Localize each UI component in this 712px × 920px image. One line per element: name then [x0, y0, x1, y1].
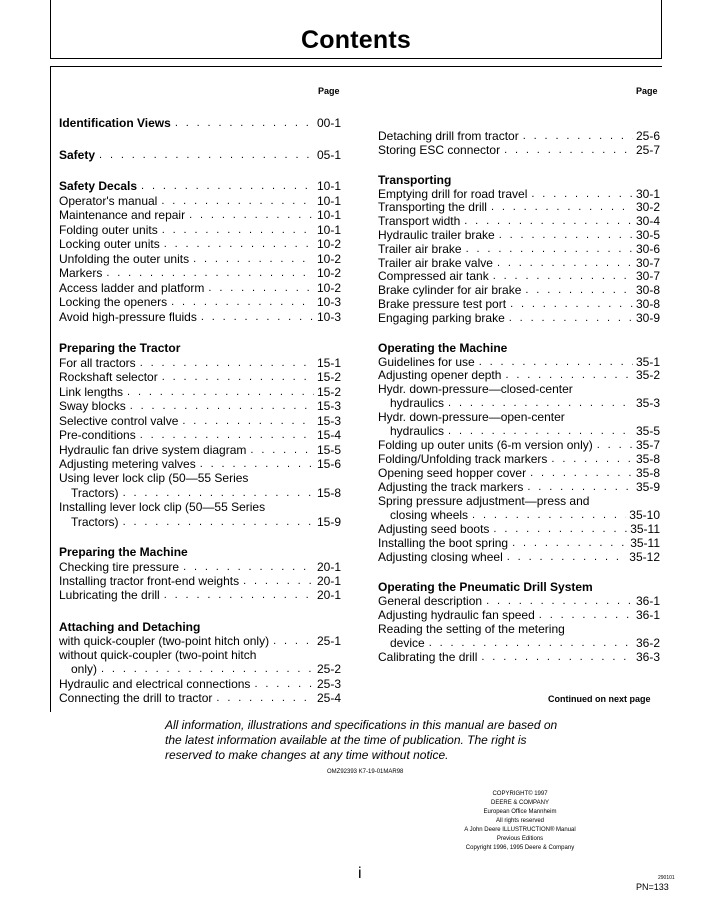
- toc-entry-page: 25-2: [316, 662, 341, 676]
- toc-entry[interactable]: [59, 194, 341, 208]
- dot-leader: [539, 608, 633, 622]
- dot-leader: [127, 385, 314, 399]
- toc-entry-page: 25-7: [635, 143, 660, 157]
- toc-entry-page: 35-7: [635, 438, 660, 452]
- toc-entry[interactable]: [378, 187, 660, 201]
- toc-entry-page: 30-5: [635, 228, 660, 242]
- toc-entry[interactable]: [59, 428, 341, 442]
- toc-entry[interactable]: [59, 266, 341, 280]
- dot-leader: [530, 466, 633, 480]
- copyright-line: Copyright 1996, 1995 Deere & Company: [465, 845, 575, 851]
- toc-entry-label: hydraulics: [390, 424, 445, 438]
- toc-entry-label: Hydraulic trailer brake: [378, 228, 495, 242]
- toc-entry[interactable]: [378, 242, 660, 256]
- toc-entry-page: 35-1: [635, 355, 660, 369]
- toc-entry-line: Reading the setting of the metering: [378, 622, 565, 636]
- toc-entry[interactable]: [59, 385, 341, 399]
- toc-entry-page: 25-1: [316, 634, 341, 648]
- toc-entry-page: 15-6: [316, 457, 341, 471]
- toc-entry-page: 35-11: [630, 536, 660, 550]
- copyright-line: European Office Mannheim: [483, 809, 557, 815]
- toc-entry-page: 30-6: [635, 242, 660, 256]
- dot-leader: [466, 242, 633, 256]
- dot-leader: [523, 129, 633, 143]
- toc-entry[interactable]: [378, 550, 660, 564]
- toc-entry[interactable]: [378, 480, 660, 494]
- toc-entry[interactable]: [59, 414, 341, 428]
- toc-entry[interactable]: [378, 214, 660, 228]
- toc-entry-label: Compressed air tank: [378, 269, 489, 283]
- copyright-line: Previous Editions: [496, 836, 544, 842]
- toc-entry-label: Storing ESC connector: [378, 143, 501, 157]
- dot-leader: [141, 179, 314, 193]
- toc-entry-page: 15-9: [316, 515, 341, 529]
- toc-entry-page: 25-4: [316, 691, 341, 705]
- dot-leader: [99, 148, 314, 162]
- dot-leader: [164, 237, 314, 251]
- toc-entry-page: 10-2: [316, 266, 341, 280]
- dot-leader: [164, 588, 314, 602]
- toc-entry-page: 10-1: [316, 179, 341, 193]
- toc-entry[interactable]: [59, 179, 341, 193]
- toc-entry[interactable]: [378, 256, 660, 270]
- toc-entry-label: Folding outer units: [59, 223, 158, 237]
- small-code: 290101: [658, 875, 675, 881]
- dot-leader: [130, 399, 314, 413]
- toc-entry-label: hydraulics: [390, 396, 445, 410]
- section-heading: Transporting: [378, 173, 452, 187]
- toc-entry[interactable]: [59, 574, 341, 588]
- toc-entry-page: 10-2: [316, 252, 341, 266]
- toc-entry-label: Adjusting closing wheel: [378, 550, 503, 564]
- section-heading: Preparing the Tractor: [59, 341, 181, 355]
- dot-leader: [510, 297, 633, 311]
- dot-leader: [531, 187, 633, 201]
- dot-leader: [551, 452, 633, 466]
- disclaimer-line: the latest information available at the time of publication. The right is: [165, 733, 527, 747]
- dot-leader: [479, 355, 633, 369]
- toc-entry-label: Unfolding the outer units: [59, 252, 190, 266]
- toc-entry-page: 10-1: [316, 223, 341, 237]
- toc-entry[interactable]: [59, 356, 341, 370]
- toc-entry-label: Identification Views: [59, 116, 171, 130]
- toc-entry-label: Brake cylinder for air brake: [378, 283, 522, 297]
- page-title: Contents: [301, 26, 411, 54]
- toc-entry[interactable]: [59, 370, 341, 384]
- continued-note: Continued on next page: [548, 694, 651, 704]
- toc-entry[interactable]: [378, 129, 660, 143]
- toc-entry-page: 15-4: [316, 428, 341, 442]
- toc-entry-label: Maintenance and repair: [59, 208, 186, 222]
- toc-entry-label: Transport width: [378, 214, 461, 228]
- dot-leader: [161, 194, 314, 208]
- toc-entry[interactable]: [59, 677, 341, 691]
- toc-entry[interactable]: [378, 594, 660, 608]
- toc-entry[interactable]: [378, 522, 660, 536]
- toc-entry-label: Access ladder and platform: [59, 281, 205, 295]
- toc-entry[interactable]: [378, 508, 660, 522]
- toc-entry-label: Installing the boot spring: [378, 536, 509, 550]
- toc-entry-label: Installing tractor front-end weights: [59, 574, 240, 588]
- toc-entry-label: Trailer air brake valve: [378, 256, 493, 270]
- page-number: i: [358, 865, 362, 882]
- toc-entry[interactable]: [378, 297, 660, 311]
- toc-entry[interactable]: [378, 200, 660, 214]
- dot-leader: [162, 223, 314, 237]
- toc-entry[interactable]: [59, 560, 341, 574]
- toc-entry-page: 35-5: [635, 424, 660, 438]
- right-page-header: Page: [636, 86, 658, 96]
- toc-entry-page: 35-2: [635, 368, 660, 382]
- dot-leader: [123, 486, 314, 500]
- toc-entry-line: Installing lever lock clip (50—55 Series: [59, 500, 266, 514]
- dot-leader: [200, 457, 314, 471]
- toc-entry-page: 25-3: [316, 677, 341, 691]
- toc-entry[interactable]: [59, 208, 341, 222]
- toc-entry-label: only): [71, 662, 98, 676]
- toc-entry-page: 30-8: [635, 297, 660, 311]
- dot-leader: [493, 269, 633, 283]
- toc-entry-page: 20-1: [316, 560, 341, 574]
- dot-leader: [497, 256, 633, 270]
- document-code: OMZ92393 K7-19-01MAR98: [327, 769, 404, 775]
- toc-entry-label: Link lengths: [59, 385, 124, 399]
- toc-entry[interactable]: [59, 148, 341, 162]
- dot-leader: [101, 662, 314, 676]
- toc-entry[interactable]: [378, 650, 660, 664]
- toc-entry-label: with quick-coupler (two-point hitch only): [59, 634, 270, 648]
- toc-entry[interactable]: [59, 457, 341, 471]
- dot-leader: [507, 550, 627, 564]
- toc-entry[interactable]: [59, 223, 341, 237]
- toc-entry-page: 15-2: [316, 370, 341, 384]
- toc-entry-page: 35-9: [635, 480, 660, 494]
- toc-entry-label: Safety: [59, 148, 96, 162]
- dot-leader: [175, 116, 314, 130]
- toc-entry-page: 30-1: [635, 187, 660, 201]
- dot-leader: [216, 691, 314, 705]
- toc-entry-page: 15-3: [316, 414, 341, 428]
- toc-entry-page: 10-3: [316, 295, 341, 309]
- toc-entry-page: 10-3: [316, 310, 341, 324]
- section-heading: Preparing the Machine: [59, 545, 188, 559]
- dot-leader: [123, 515, 314, 529]
- toc-entry-page: 36-1: [635, 608, 660, 622]
- dot-leader: [493, 522, 627, 536]
- toc-entry-page: 36-3: [635, 650, 660, 664]
- toc-entry-page: 30-7: [635, 269, 660, 283]
- copyright-line: COPYRIGHT© 1997: [492, 791, 548, 797]
- toc-entry-label: Connecting the drill to tractor: [59, 691, 213, 705]
- dot-leader: [509, 311, 633, 325]
- toc-entry-label: Adjusting the track markers: [378, 480, 524, 494]
- toc-entry-label: General description: [378, 594, 483, 608]
- toc-entry-page: 15-1: [316, 356, 341, 370]
- disclaimer-line: reserved to make changes at any time without notice.: [165, 748, 449, 762]
- copyright-line: All rights reserved: [495, 818, 545, 824]
- toc-entry[interactable]: [378, 452, 660, 466]
- toc-entry[interactable]: [378, 368, 660, 382]
- toc-entry-page: 15-2: [316, 385, 341, 399]
- toc-entry-page: 15-5: [316, 443, 341, 457]
- toc-entry-label: Brake pressure test port: [378, 297, 507, 311]
- toc-entry[interactable]: [59, 486, 341, 500]
- toc-entry-label: Folding up outer units (6-m version only): [378, 438, 593, 452]
- dot-leader: [189, 208, 314, 222]
- toc-entry[interactable]: [59, 237, 341, 251]
- toc-entry-page: 00-1: [316, 116, 341, 130]
- dot-leader: [243, 574, 314, 588]
- toc-entry-label: Detaching drill from tractor: [378, 129, 519, 143]
- toc-entry-label: Engaging parking brake: [378, 311, 505, 325]
- toc-entry-label: Calibrating the drill: [378, 650, 478, 664]
- toc-entry-label: Hydraulic fan drive system diagram: [59, 443, 247, 457]
- left-page-header: Page: [318, 86, 340, 96]
- toc-entry-page: 10-1: [316, 208, 341, 222]
- dot-leader: [448, 424, 633, 438]
- dot-leader: [254, 677, 314, 691]
- toc-entry-label: Opening seed hopper cover: [378, 466, 527, 480]
- toc-entry-line: Hydr. down-pressure—closed-center: [378, 382, 573, 396]
- toc-entry[interactable]: [59, 691, 341, 705]
- toc-entry-page: 30-8: [635, 283, 660, 297]
- toc-entry-label: Hydraulic and electrical connections: [59, 677, 251, 691]
- section-heading: Operating the Machine: [378, 341, 508, 355]
- toc-entry-label: Pre-conditions: [59, 428, 136, 442]
- dot-leader: [171, 295, 314, 309]
- toc-entry-label: Rockshaft selector: [59, 370, 158, 384]
- disclaimer-line: All information, illustrations and specifications in this manual are based on: [165, 718, 558, 732]
- toc-entry-label: Adjusting seed boots: [378, 522, 490, 536]
- toc-entry[interactable]: [378, 228, 660, 242]
- toc-entry[interactable]: [59, 281, 341, 295]
- toc-entry-page: 35-10: [629, 508, 660, 522]
- section-heading: Attaching and Detaching: [59, 620, 201, 634]
- toc-entry[interactable]: [378, 355, 660, 369]
- toc-entry-line: Using lever lock clip (50—55 Series: [59, 471, 249, 485]
- dot-leader: [481, 650, 633, 664]
- dot-leader: [505, 368, 633, 382]
- toc-entry-page: 15-3: [316, 399, 341, 413]
- toc-entry[interactable]: [59, 399, 341, 413]
- dot-leader: [448, 396, 633, 410]
- copyright-block: [440, 790, 600, 853]
- toc-entry[interactable]: [59, 443, 341, 457]
- toc-entry-page: 35-3: [635, 396, 660, 410]
- dot-leader: [464, 214, 633, 228]
- toc-entry[interactable]: [378, 424, 660, 438]
- toc-entry-label: Transporting the drill: [378, 200, 487, 214]
- dot-leader: [140, 428, 314, 442]
- toc-entry-line: Spring pressure adjustment—press and: [378, 494, 590, 508]
- dot-leader: [140, 356, 314, 370]
- toc-entry[interactable]: [59, 588, 341, 602]
- toc-entry-page: 30-4: [635, 214, 660, 228]
- toc-entry-label: Lubricating the drill: [59, 588, 160, 602]
- title-box: [50, 0, 662, 59]
- toc-entry[interactable]: [59, 634, 341, 648]
- toc-entry-label: Locking outer units: [59, 237, 160, 251]
- toc-entry-label: Avoid high-pressure fluids: [59, 310, 197, 324]
- dot-leader: [429, 636, 633, 650]
- dot-leader: [162, 370, 314, 384]
- toc-entry-label: Sway blocks: [59, 399, 126, 413]
- dot-leader: [512, 536, 627, 550]
- toc-entry[interactable]: [378, 269, 660, 283]
- disclaimer: [165, 718, 585, 763]
- toc-entry-page: 20-1: [316, 588, 341, 602]
- toc-entry[interactable]: [378, 143, 660, 157]
- dot-leader: [499, 228, 633, 242]
- toc-entry-label: closing wheels: [390, 508, 469, 522]
- toc-entry-label: Trailer air brake: [378, 242, 462, 256]
- toc-entry-page: 36-2: [635, 636, 660, 650]
- toc-entry-label: Adjusting hydraulic fan speed: [378, 608, 535, 622]
- dot-leader: [106, 266, 314, 280]
- toc-entry-label: Adjusting metering valves: [59, 457, 196, 471]
- toc-entry-page: 35-11: [630, 522, 660, 536]
- dot-leader: [527, 480, 633, 494]
- dot-leader: [250, 443, 314, 457]
- toc-entry-page: 20-1: [316, 574, 341, 588]
- toc-entry[interactable]: [59, 662, 341, 676]
- dot-leader: [193, 252, 314, 266]
- toc-entry[interactable]: [59, 515, 341, 529]
- section-heading: Operating the Pneumatic Drill System: [378, 580, 593, 594]
- toc-entry-label: Markers: [59, 266, 103, 280]
- toc-entry[interactable]: [378, 283, 660, 297]
- toc-entry[interactable]: [378, 311, 660, 325]
- toc-entry-label: Safety Decals: [59, 179, 138, 193]
- toc-entry-label: Adjusting opener depth: [378, 368, 502, 382]
- toc-entry-label: Folding/Unfolding track markers: [378, 452, 548, 466]
- copyright-line: DEERE & COMPANY: [491, 800, 549, 806]
- dot-leader: [472, 508, 626, 522]
- toc-entry-page: 10-2: [316, 281, 341, 295]
- pn-code: PN=133: [636, 882, 669, 892]
- toc-entry[interactable]: [378, 438, 660, 452]
- toc-entry[interactable]: [378, 396, 660, 410]
- dot-leader: [182, 414, 314, 428]
- toc-entry[interactable]: [378, 536, 660, 550]
- dot-leader: [273, 634, 314, 648]
- toc-entry-label: Locking the openers: [59, 295, 168, 309]
- dot-leader: [504, 143, 633, 157]
- dot-leader: [491, 200, 633, 214]
- toc-entry-page: 30-2: [635, 200, 660, 214]
- toc-entry[interactable]: [59, 295, 341, 309]
- toc-entry-label: Emptying drill for road travel: [378, 187, 528, 201]
- toc-entry[interactable]: [378, 608, 660, 622]
- toc-entry-page: 36-1: [635, 594, 660, 608]
- toc-entry-label: For all tractors: [59, 356, 136, 370]
- toc-entry-label: Operator's manual: [59, 194, 158, 208]
- toc-entry-page: 35-8: [635, 466, 660, 480]
- toc-entry-page: 35-8: [635, 452, 660, 466]
- dot-leader: [486, 594, 633, 608]
- toc-entry-label: Selective control valve: [59, 414, 179, 428]
- toc-entry[interactable]: [378, 466, 660, 480]
- dot-leader: [201, 310, 314, 324]
- toc-entry-page: 25-6: [635, 129, 660, 143]
- toc-entry[interactable]: [59, 116, 341, 130]
- dot-leader: [597, 438, 633, 452]
- toc-entry[interactable]: [59, 310, 341, 324]
- toc-entry-label: Guidelines for use: [378, 355, 475, 369]
- toc-entry-label: Checking tire pressure: [59, 560, 180, 574]
- dot-leader: [525, 283, 633, 297]
- toc-entry-label: Tractors): [71, 515, 119, 529]
- copyright-line: A John Deere ILLUSTRUCTION® Manual: [464, 827, 576, 833]
- toc-entry-page: 30-9: [635, 311, 660, 325]
- toc-entry-page: 30-7: [635, 256, 660, 270]
- toc-entry[interactable]: [378, 636, 660, 650]
- toc-entry[interactable]: [59, 252, 341, 266]
- dot-leader: [208, 281, 314, 295]
- toc-entry-page: 10-1: [316, 194, 341, 208]
- toc-entry-page: 05-1: [316, 148, 341, 162]
- toc-entry-page: 10-2: [316, 237, 341, 251]
- toc-entry-line: without quick-coupler (two-point hitch: [59, 648, 257, 662]
- toc-entry-line: Hydr. down-pressure—open-center: [378, 410, 565, 424]
- toc-entry-label: Tractors): [71, 486, 119, 500]
- dot-leader: [183, 560, 314, 574]
- toc-entry-label: device: [390, 636, 425, 650]
- toc-entry-page: 35-12: [629, 550, 660, 564]
- toc-entry-page: 15-8: [316, 486, 341, 500]
